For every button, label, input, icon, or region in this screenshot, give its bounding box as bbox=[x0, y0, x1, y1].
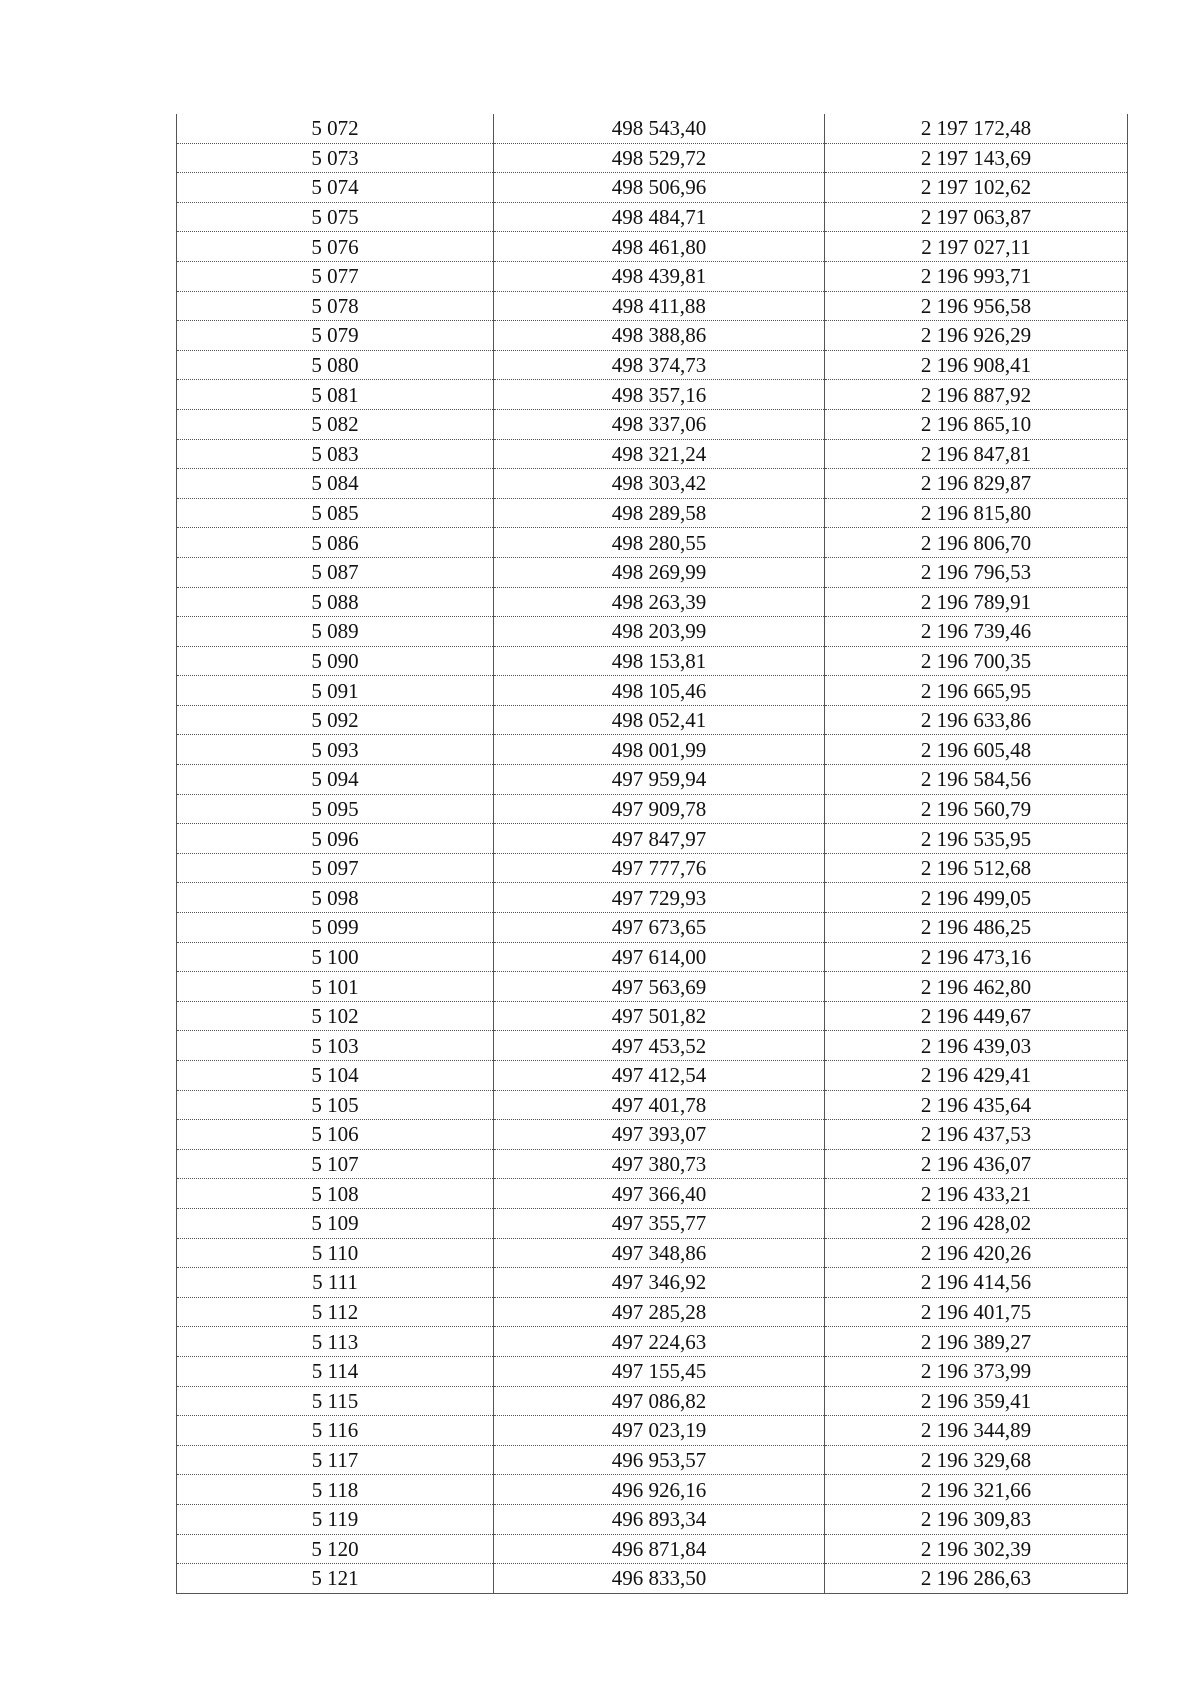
table-row bbox=[177, 1031, 1128, 1061]
y-coordinate-cell: 2 196 700,35 bbox=[825, 646, 1128, 676]
table-row bbox=[177, 321, 1128, 351]
coordinates-table bbox=[176, 114, 1128, 1594]
table-row bbox=[177, 794, 1128, 824]
x-coordinate-cell: 496 926,16 bbox=[494, 1475, 825, 1505]
point-number-cell: 5 117 bbox=[177, 1445, 494, 1475]
x-coordinate-cell: 496 833,50 bbox=[494, 1564, 825, 1594]
coordinates-table-body bbox=[177, 114, 1128, 1593]
table-row bbox=[177, 1208, 1128, 1238]
x-coordinate-cell: 498 388,86 bbox=[494, 321, 825, 351]
y-coordinate-cell: 2 196 815,80 bbox=[825, 498, 1128, 528]
point-number-cell: 5 089 bbox=[177, 617, 494, 647]
y-coordinate-cell: 2 196 633,86 bbox=[825, 705, 1128, 735]
y-coordinate-cell: 2 196 329,68 bbox=[825, 1445, 1128, 1475]
point-number-cell: 5 120 bbox=[177, 1534, 494, 1564]
x-coordinate-cell: 498 269,99 bbox=[494, 557, 825, 587]
y-coordinate-cell: 2 196 462,80 bbox=[825, 972, 1128, 1002]
x-coordinate-cell: 497 501,82 bbox=[494, 1001, 825, 1031]
point-number-cell: 5 088 bbox=[177, 587, 494, 617]
point-number-cell: 5 113 bbox=[177, 1327, 494, 1357]
x-coordinate-cell: 498 105,46 bbox=[494, 676, 825, 706]
x-coordinate-cell: 498 374,73 bbox=[494, 350, 825, 380]
table-row bbox=[177, 1061, 1128, 1091]
point-number-cell: 5 090 bbox=[177, 646, 494, 676]
point-number-cell: 5 091 bbox=[177, 676, 494, 706]
y-coordinate-cell: 2 196 796,53 bbox=[825, 557, 1128, 587]
y-coordinate-cell: 2 197 143,69 bbox=[825, 143, 1128, 173]
point-number-cell: 5 112 bbox=[177, 1297, 494, 1327]
y-coordinate-cell: 2 196 908,41 bbox=[825, 350, 1128, 380]
table-row bbox=[177, 883, 1128, 913]
x-coordinate-cell: 497 023,19 bbox=[494, 1416, 825, 1446]
x-coordinate-cell: 496 893,34 bbox=[494, 1504, 825, 1534]
table-row bbox=[177, 765, 1128, 795]
x-coordinate-cell: 497 224,63 bbox=[494, 1327, 825, 1357]
point-number-cell: 5 075 bbox=[177, 202, 494, 232]
x-coordinate-cell: 497 563,69 bbox=[494, 972, 825, 1002]
x-coordinate-cell: 497 777,76 bbox=[494, 853, 825, 883]
point-number-cell: 5 077 bbox=[177, 261, 494, 291]
point-number-cell: 5 073 bbox=[177, 143, 494, 173]
table-row bbox=[177, 942, 1128, 972]
y-coordinate-cell: 2 196 401,75 bbox=[825, 1297, 1128, 1327]
point-number-cell: 5 106 bbox=[177, 1120, 494, 1150]
table-row bbox=[177, 173, 1128, 203]
x-coordinate-cell: 496 953,57 bbox=[494, 1445, 825, 1475]
x-coordinate-cell: 498 543,40 bbox=[494, 114, 825, 143]
point-number-cell: 5 101 bbox=[177, 972, 494, 1002]
x-coordinate-cell: 496 871,84 bbox=[494, 1534, 825, 1564]
table-row bbox=[177, 1356, 1128, 1386]
x-coordinate-cell: 498 506,96 bbox=[494, 173, 825, 203]
point-number-cell: 5 108 bbox=[177, 1179, 494, 1209]
x-coordinate-cell: 498 303,42 bbox=[494, 469, 825, 499]
point-number-cell: 5 121 bbox=[177, 1564, 494, 1594]
y-coordinate-cell: 2 196 435,64 bbox=[825, 1090, 1128, 1120]
y-coordinate-cell: 2 196 926,29 bbox=[825, 321, 1128, 351]
x-coordinate-cell: 498 461,80 bbox=[494, 232, 825, 262]
point-number-cell: 5 082 bbox=[177, 409, 494, 439]
point-number-cell: 5 076 bbox=[177, 232, 494, 262]
table-row bbox=[177, 617, 1128, 647]
y-coordinate-cell: 2 196 414,56 bbox=[825, 1268, 1128, 1298]
table-row bbox=[177, 735, 1128, 765]
point-number-cell: 5 096 bbox=[177, 824, 494, 854]
x-coordinate-cell: 498 263,39 bbox=[494, 587, 825, 617]
table-row bbox=[177, 913, 1128, 943]
table-row bbox=[177, 1001, 1128, 1031]
point-number-cell: 5 097 bbox=[177, 853, 494, 883]
y-coordinate-cell: 2 196 865,10 bbox=[825, 409, 1128, 439]
point-number-cell: 5 086 bbox=[177, 528, 494, 558]
point-number-cell: 5 111 bbox=[177, 1268, 494, 1298]
table-row bbox=[177, 1238, 1128, 1268]
x-coordinate-cell: 497 673,65 bbox=[494, 913, 825, 943]
point-number-cell: 5 105 bbox=[177, 1090, 494, 1120]
x-coordinate-cell: 498 289,58 bbox=[494, 498, 825, 528]
x-coordinate-cell: 498 321,24 bbox=[494, 439, 825, 469]
table-row bbox=[177, 498, 1128, 528]
point-number-cell: 5 098 bbox=[177, 883, 494, 913]
x-coordinate-cell: 497 401,78 bbox=[494, 1090, 825, 1120]
table-row bbox=[177, 1475, 1128, 1505]
x-coordinate-cell: 498 203,99 bbox=[494, 617, 825, 647]
y-coordinate-cell: 2 196 436,07 bbox=[825, 1149, 1128, 1179]
table-row bbox=[177, 1416, 1128, 1446]
y-coordinate-cell: 2 196 806,70 bbox=[825, 528, 1128, 558]
y-coordinate-cell: 2 196 428,02 bbox=[825, 1208, 1128, 1238]
table-row bbox=[177, 202, 1128, 232]
table-row bbox=[177, 409, 1128, 439]
y-coordinate-cell: 2 196 429,41 bbox=[825, 1061, 1128, 1091]
y-coordinate-cell: 2 197 102,62 bbox=[825, 173, 1128, 203]
point-number-cell: 5 107 bbox=[177, 1149, 494, 1179]
table-row bbox=[177, 469, 1128, 499]
point-number-cell: 5 100 bbox=[177, 942, 494, 972]
x-coordinate-cell: 497 729,93 bbox=[494, 883, 825, 913]
table-row bbox=[177, 972, 1128, 1002]
table-row bbox=[177, 1090, 1128, 1120]
y-coordinate-cell: 2 196 993,71 bbox=[825, 261, 1128, 291]
y-coordinate-cell: 2 196 789,91 bbox=[825, 587, 1128, 617]
x-coordinate-cell: 497 614,00 bbox=[494, 942, 825, 972]
x-coordinate-cell: 498 001,99 bbox=[494, 735, 825, 765]
point-number-cell: 5 114 bbox=[177, 1356, 494, 1386]
point-number-cell: 5 072 bbox=[177, 114, 494, 143]
x-coordinate-cell: 497 412,54 bbox=[494, 1061, 825, 1091]
table-row bbox=[177, 676, 1128, 706]
table-row bbox=[177, 1179, 1128, 1209]
y-coordinate-cell: 2 196 344,89 bbox=[825, 1416, 1128, 1446]
x-coordinate-cell: 498 411,88 bbox=[494, 291, 825, 321]
table-row bbox=[177, 824, 1128, 854]
x-coordinate-cell: 497 348,86 bbox=[494, 1238, 825, 1268]
table-row bbox=[177, 380, 1128, 410]
table-row bbox=[177, 261, 1128, 291]
point-number-cell: 5 084 bbox=[177, 469, 494, 499]
x-coordinate-cell: 497 393,07 bbox=[494, 1120, 825, 1150]
table-row bbox=[177, 557, 1128, 587]
table-row bbox=[177, 1327, 1128, 1357]
x-coordinate-cell: 497 355,77 bbox=[494, 1208, 825, 1238]
x-coordinate-cell: 497 847,97 bbox=[494, 824, 825, 854]
point-number-cell: 5 093 bbox=[177, 735, 494, 765]
y-coordinate-cell: 2 196 433,21 bbox=[825, 1179, 1128, 1209]
point-number-cell: 5 102 bbox=[177, 1001, 494, 1031]
y-coordinate-cell: 2 196 439,03 bbox=[825, 1031, 1128, 1061]
point-number-cell: 5 109 bbox=[177, 1208, 494, 1238]
table-row bbox=[177, 143, 1128, 173]
y-coordinate-cell: 2 196 286,63 bbox=[825, 1564, 1128, 1594]
x-coordinate-cell: 497 285,28 bbox=[494, 1297, 825, 1327]
table-row bbox=[177, 587, 1128, 617]
point-number-cell: 5 092 bbox=[177, 705, 494, 735]
point-number-cell: 5 087 bbox=[177, 557, 494, 587]
point-number-cell: 5 110 bbox=[177, 1238, 494, 1268]
y-coordinate-cell: 2 197 063,87 bbox=[825, 202, 1128, 232]
x-coordinate-cell: 498 052,41 bbox=[494, 705, 825, 735]
point-number-cell: 5 085 bbox=[177, 498, 494, 528]
point-number-cell: 5 083 bbox=[177, 439, 494, 469]
table-row bbox=[177, 350, 1128, 380]
y-coordinate-cell: 2 196 373,99 bbox=[825, 1356, 1128, 1386]
y-coordinate-cell: 2 196 560,79 bbox=[825, 794, 1128, 824]
y-coordinate-cell: 2 196 309,83 bbox=[825, 1504, 1128, 1534]
x-coordinate-cell: 497 380,73 bbox=[494, 1149, 825, 1179]
point-number-cell: 5 079 bbox=[177, 321, 494, 351]
table-row bbox=[177, 1149, 1128, 1179]
point-number-cell: 5 078 bbox=[177, 291, 494, 321]
table-row bbox=[177, 1504, 1128, 1534]
table-row bbox=[177, 646, 1128, 676]
point-number-cell: 5 080 bbox=[177, 350, 494, 380]
table-row bbox=[177, 1564, 1128, 1594]
point-number-cell: 5 094 bbox=[177, 765, 494, 795]
table-row bbox=[177, 114, 1128, 143]
point-number-cell: 5 115 bbox=[177, 1386, 494, 1416]
y-coordinate-cell: 2 196 739,46 bbox=[825, 617, 1128, 647]
point-number-cell: 5 103 bbox=[177, 1031, 494, 1061]
point-number-cell: 5 104 bbox=[177, 1061, 494, 1091]
y-coordinate-cell: 2 196 389,27 bbox=[825, 1327, 1128, 1357]
x-coordinate-cell: 498 153,81 bbox=[494, 646, 825, 676]
y-coordinate-cell: 2 196 359,41 bbox=[825, 1386, 1128, 1416]
x-coordinate-cell: 498 484,71 bbox=[494, 202, 825, 232]
y-coordinate-cell: 2 196 956,58 bbox=[825, 291, 1128, 321]
table-row bbox=[177, 1445, 1128, 1475]
y-coordinate-cell: 2 197 172,48 bbox=[825, 114, 1128, 143]
y-coordinate-cell: 2 196 420,26 bbox=[825, 1238, 1128, 1268]
table-row bbox=[177, 439, 1128, 469]
y-coordinate-cell: 2 196 486,25 bbox=[825, 913, 1128, 943]
x-coordinate-cell: 497 909,78 bbox=[494, 794, 825, 824]
y-coordinate-cell: 2 196 512,68 bbox=[825, 853, 1128, 883]
table-row bbox=[177, 1386, 1128, 1416]
table-row bbox=[177, 291, 1128, 321]
table-row bbox=[177, 1268, 1128, 1298]
point-number-cell: 5 118 bbox=[177, 1475, 494, 1505]
point-number-cell: 5 081 bbox=[177, 380, 494, 410]
y-coordinate-cell: 2 196 829,87 bbox=[825, 469, 1128, 499]
x-coordinate-cell: 498 357,16 bbox=[494, 380, 825, 410]
y-coordinate-cell: 2 196 473,16 bbox=[825, 942, 1128, 972]
y-coordinate-cell: 2 196 437,53 bbox=[825, 1120, 1128, 1150]
table-row bbox=[177, 1534, 1128, 1564]
point-number-cell: 5 116 bbox=[177, 1416, 494, 1446]
y-coordinate-cell: 2 196 302,39 bbox=[825, 1534, 1128, 1564]
x-coordinate-cell: 498 529,72 bbox=[494, 143, 825, 173]
x-coordinate-cell: 497 959,94 bbox=[494, 765, 825, 795]
x-coordinate-cell: 497 453,52 bbox=[494, 1031, 825, 1061]
x-coordinate-cell: 497 366,40 bbox=[494, 1179, 825, 1209]
x-coordinate-cell: 498 439,81 bbox=[494, 261, 825, 291]
table-row bbox=[177, 853, 1128, 883]
point-number-cell: 5 074 bbox=[177, 173, 494, 203]
x-coordinate-cell: 498 280,55 bbox=[494, 528, 825, 558]
y-coordinate-cell: 2 196 535,95 bbox=[825, 824, 1128, 854]
y-coordinate-cell: 2 196 847,81 bbox=[825, 439, 1128, 469]
table-row bbox=[177, 232, 1128, 262]
y-coordinate-cell: 2 196 665,95 bbox=[825, 676, 1128, 706]
point-number-cell: 5 119 bbox=[177, 1504, 494, 1534]
table-row bbox=[177, 528, 1128, 558]
x-coordinate-cell: 498 337,06 bbox=[494, 409, 825, 439]
x-coordinate-cell: 497 346,92 bbox=[494, 1268, 825, 1298]
x-coordinate-cell: 497 086,82 bbox=[494, 1386, 825, 1416]
table-row bbox=[177, 705, 1128, 735]
y-coordinate-cell: 2 196 499,05 bbox=[825, 883, 1128, 913]
table-row bbox=[177, 1120, 1128, 1150]
x-coordinate-cell: 497 155,45 bbox=[494, 1356, 825, 1386]
table-row bbox=[177, 1297, 1128, 1327]
point-number-cell: 5 095 bbox=[177, 794, 494, 824]
y-coordinate-cell: 2 196 584,56 bbox=[825, 765, 1128, 795]
point-number-cell: 5 099 bbox=[177, 913, 494, 943]
y-coordinate-cell: 2 196 321,66 bbox=[825, 1475, 1128, 1505]
y-coordinate-cell: 2 196 887,92 bbox=[825, 380, 1128, 410]
y-coordinate-cell: 2 196 605,48 bbox=[825, 735, 1128, 765]
y-coordinate-cell: 2 197 027,11 bbox=[825, 232, 1128, 262]
y-coordinate-cell: 2 196 449,67 bbox=[825, 1001, 1128, 1031]
